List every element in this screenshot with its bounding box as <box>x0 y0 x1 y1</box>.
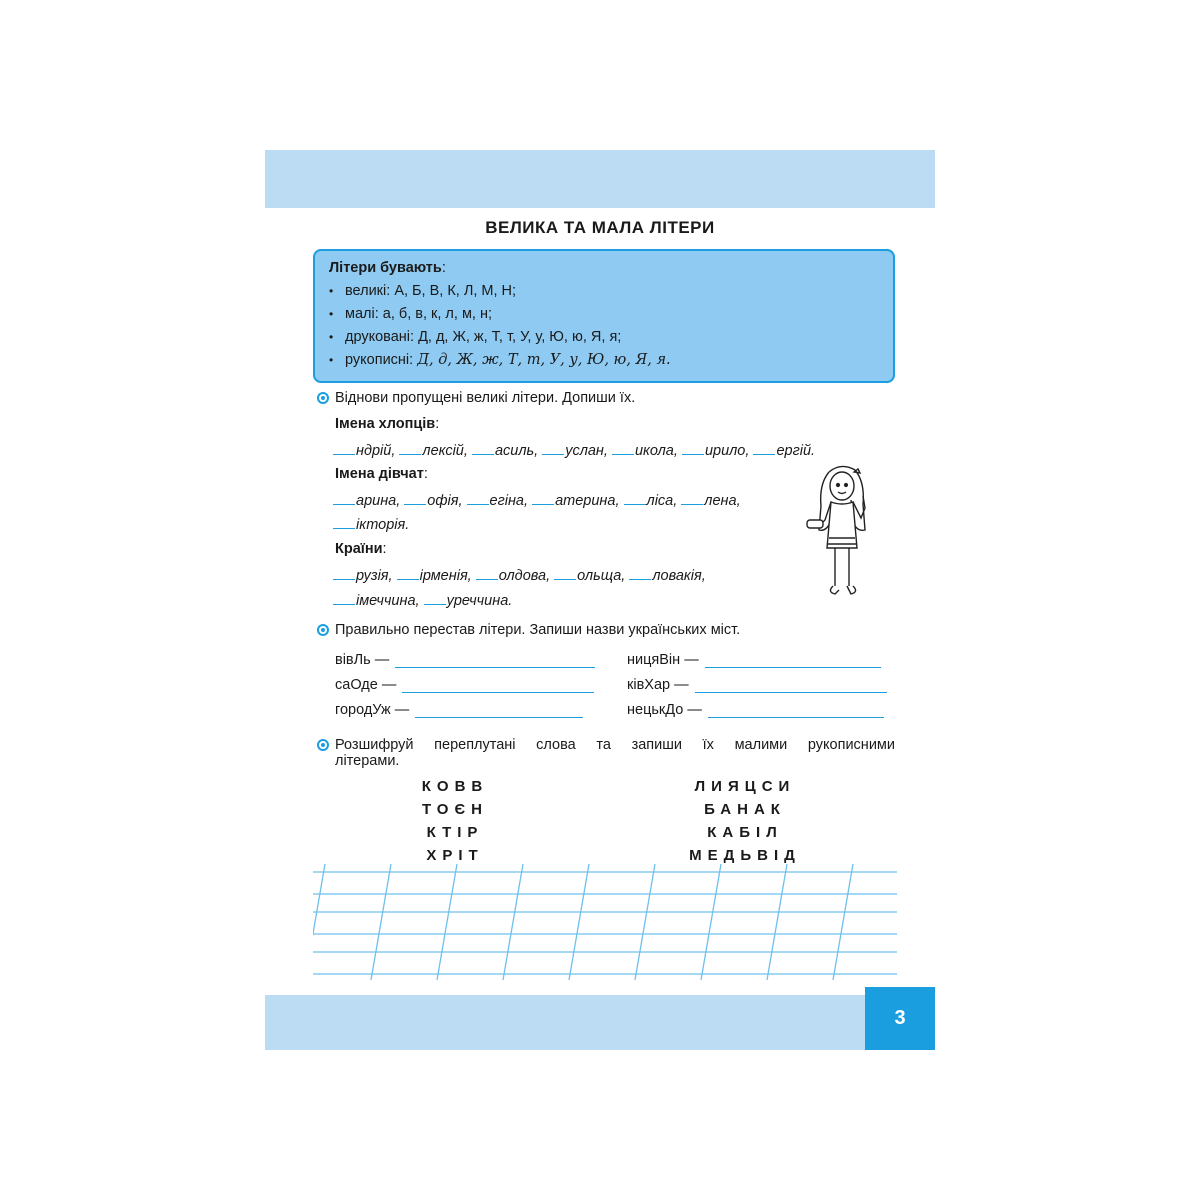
blank-field[interactable] <box>612 440 634 455</box>
city-row <box>627 677 887 693</box>
blank-field[interactable] <box>681 490 703 505</box>
name-fragment: ольща, <box>577 568 626 584</box>
task1-heading <box>317 390 635 406</box>
name-fragment: ліса, <box>646 493 678 509</box>
scrambled-word: ТОЄН <box>422 801 488 818</box>
blank-field[interactable] <box>333 565 355 580</box>
city-row <box>627 652 881 668</box>
blank-field[interactable] <box>399 440 421 455</box>
bullet-icon: • <box>329 329 334 344</box>
name-fragment: ергій. <box>776 443 816 459</box>
task2-instruction: Правильно перестав літери. Запиши назви українських міст. <box>335 622 741 638</box>
rule-item-label: друковані: <box>345 328 415 345</box>
rule-item-label: великі: <box>345 282 391 299</box>
rule-item-small <box>329 302 879 325</box>
blank-field[interactable] <box>532 490 554 505</box>
rule-item-label: малі: <box>345 305 379 322</box>
name-fragment: егіна, <box>489 493 529 509</box>
city-row <box>335 702 583 718</box>
task2-heading <box>317 622 740 638</box>
girls-row-1 <box>333 490 741 509</box>
city-row <box>335 677 594 693</box>
boys-row <box>333 440 815 459</box>
label-colon: : <box>435 416 440 432</box>
bullet-icon: • <box>329 352 334 367</box>
scrambled-city: вівЛь — <box>335 652 390 668</box>
countries-label <box>335 541 387 557</box>
bullet-icon: • <box>329 283 334 298</box>
task-bullet-icon <box>317 739 329 751</box>
blank-field[interactable] <box>542 440 564 455</box>
rule-item-text: Д, д, Ж, ж, Т, т, У, у, Ю, ю, Я, я; <box>418 328 622 345</box>
page-title: ВЕЛИКА ТА МАЛА ЛІТЕРИ <box>485 218 715 237</box>
answer-line[interactable] <box>415 705 583 718</box>
name-fragment: ікторія. <box>356 517 410 533</box>
task3-instruction <box>335 737 895 769</box>
name-fragment: атерина, <box>555 493 620 509</box>
scrambled-word: ЛИЯЦСИ <box>694 778 796 795</box>
name-fragment: ловакія, <box>652 568 706 584</box>
scrambled-word: КОВВ <box>421 778 489 795</box>
name-fragment: рузія, <box>356 568 393 584</box>
scrambled-word: МЕДЬВІД <box>689 847 801 864</box>
rule-heading <box>329 260 879 276</box>
label-colon: : <box>382 541 387 557</box>
city-row <box>335 652 595 668</box>
girls-row-2 <box>333 514 409 533</box>
task1-instruction: Віднови пропущені великі літери. Допиши їх. <box>335 390 636 406</box>
blank-field[interactable] <box>753 440 775 455</box>
name-fragment: олдова, <box>498 568 551 584</box>
scrambled-city: ницяВін — <box>627 652 699 668</box>
handwriting-lines[interactable] <box>313 864 897 980</box>
blank-field[interactable] <box>397 565 419 580</box>
rule-item-handwritten-text: Д, д, Ж, ж, Т, т, У, у, Ю, ю, Я, я. <box>417 351 671 368</box>
name-fragment: асиль, <box>494 443 539 459</box>
rule-item-label: рукописні: <box>345 351 414 368</box>
scrambled-city: городУж — <box>335 702 410 718</box>
rule-heading-text: Літери бувають <box>329 260 442 276</box>
name-fragment: ндрій, <box>356 443 396 459</box>
name-fragment: услан, <box>565 443 608 459</box>
blank-field[interactable] <box>629 565 651 580</box>
countries-row-1 <box>333 565 706 584</box>
blank-field[interactable] <box>682 440 704 455</box>
page-number: 3 <box>865 987 935 1050</box>
rule-item-capital <box>329 279 879 302</box>
name-fragment: ірменія, <box>419 568 472 584</box>
label-colon: : <box>423 466 428 482</box>
answer-line[interactable] <box>705 655 881 668</box>
answer-line[interactable] <box>395 655 595 668</box>
countries-row-2 <box>333 590 512 609</box>
rule-heading-colon: : <box>441 260 446 276</box>
name-fragment: икола, <box>634 443 678 459</box>
countries-label-text: Країни <box>335 541 383 557</box>
blank-field[interactable] <box>424 590 446 605</box>
scrambled-city: нецькДо — <box>627 702 702 718</box>
name-fragment: ирило, <box>704 443 750 459</box>
answer-line[interactable] <box>708 705 884 718</box>
bottom-footer-band <box>265 995 935 1050</box>
blank-field[interactable] <box>333 440 355 455</box>
rule-item-text: а, б, в, к, л, м, н; <box>382 305 493 322</box>
name-fragment: уреччина. <box>446 593 513 609</box>
rule-item-handwritten <box>329 348 879 371</box>
task-bullet-icon <box>317 392 329 404</box>
blank-field[interactable] <box>554 565 576 580</box>
scrambled-word: КАБІЛ <box>707 824 783 841</box>
girls-label <box>335 466 428 482</box>
scrambled-city: ківХар — <box>627 677 689 693</box>
blank-field[interactable] <box>333 514 355 529</box>
blank-field[interactable] <box>404 490 426 505</box>
girls-label-text: Імена дівчат <box>335 466 424 482</box>
blank-field[interactable] <box>333 490 355 505</box>
task3-instruction-line: літерами. <box>335 753 400 769</box>
answer-line[interactable] <box>695 680 887 693</box>
scrambled-word: КТІР <box>426 824 484 841</box>
scrambled-word: ХРІТ <box>426 847 484 864</box>
girl-illustration <box>805 460 881 602</box>
blank-field[interactable] <box>467 490 489 505</box>
boys-label <box>335 416 439 432</box>
city-row <box>627 702 884 718</box>
task-bullet-icon <box>317 624 329 636</box>
name-fragment: імеччина, <box>356 593 420 609</box>
name-fragment: лексій, <box>422 443 468 459</box>
bullet-icon: • <box>329 306 334 321</box>
workbook-page <box>265 150 935 1050</box>
task3-instruction-line: Розшифруй переплутані слова та запиши їх малими рукописними <box>335 737 895 753</box>
answer-line[interactable] <box>402 680 594 693</box>
rule-item-printed <box>329 325 879 348</box>
boys-label-text: Імена хлопців <box>335 416 436 432</box>
name-fragment: лена, <box>704 493 741 509</box>
blank-field[interactable] <box>624 490 646 505</box>
blank-field[interactable] <box>472 440 494 455</box>
scrambled-city: саОде — <box>335 677 397 693</box>
blank-field[interactable] <box>476 565 498 580</box>
name-fragment: арина, <box>356 493 401 509</box>
blank-field[interactable] <box>333 590 355 605</box>
top-header-band <box>265 150 935 208</box>
task3-heading <box>317 737 897 769</box>
scrambled-word: БАНАК <box>704 801 786 818</box>
rule-box <box>313 249 895 383</box>
rule-item-text: А, Б, В, К, Л, М, Н; <box>394 282 517 299</box>
name-fragment: офія, <box>427 493 463 509</box>
